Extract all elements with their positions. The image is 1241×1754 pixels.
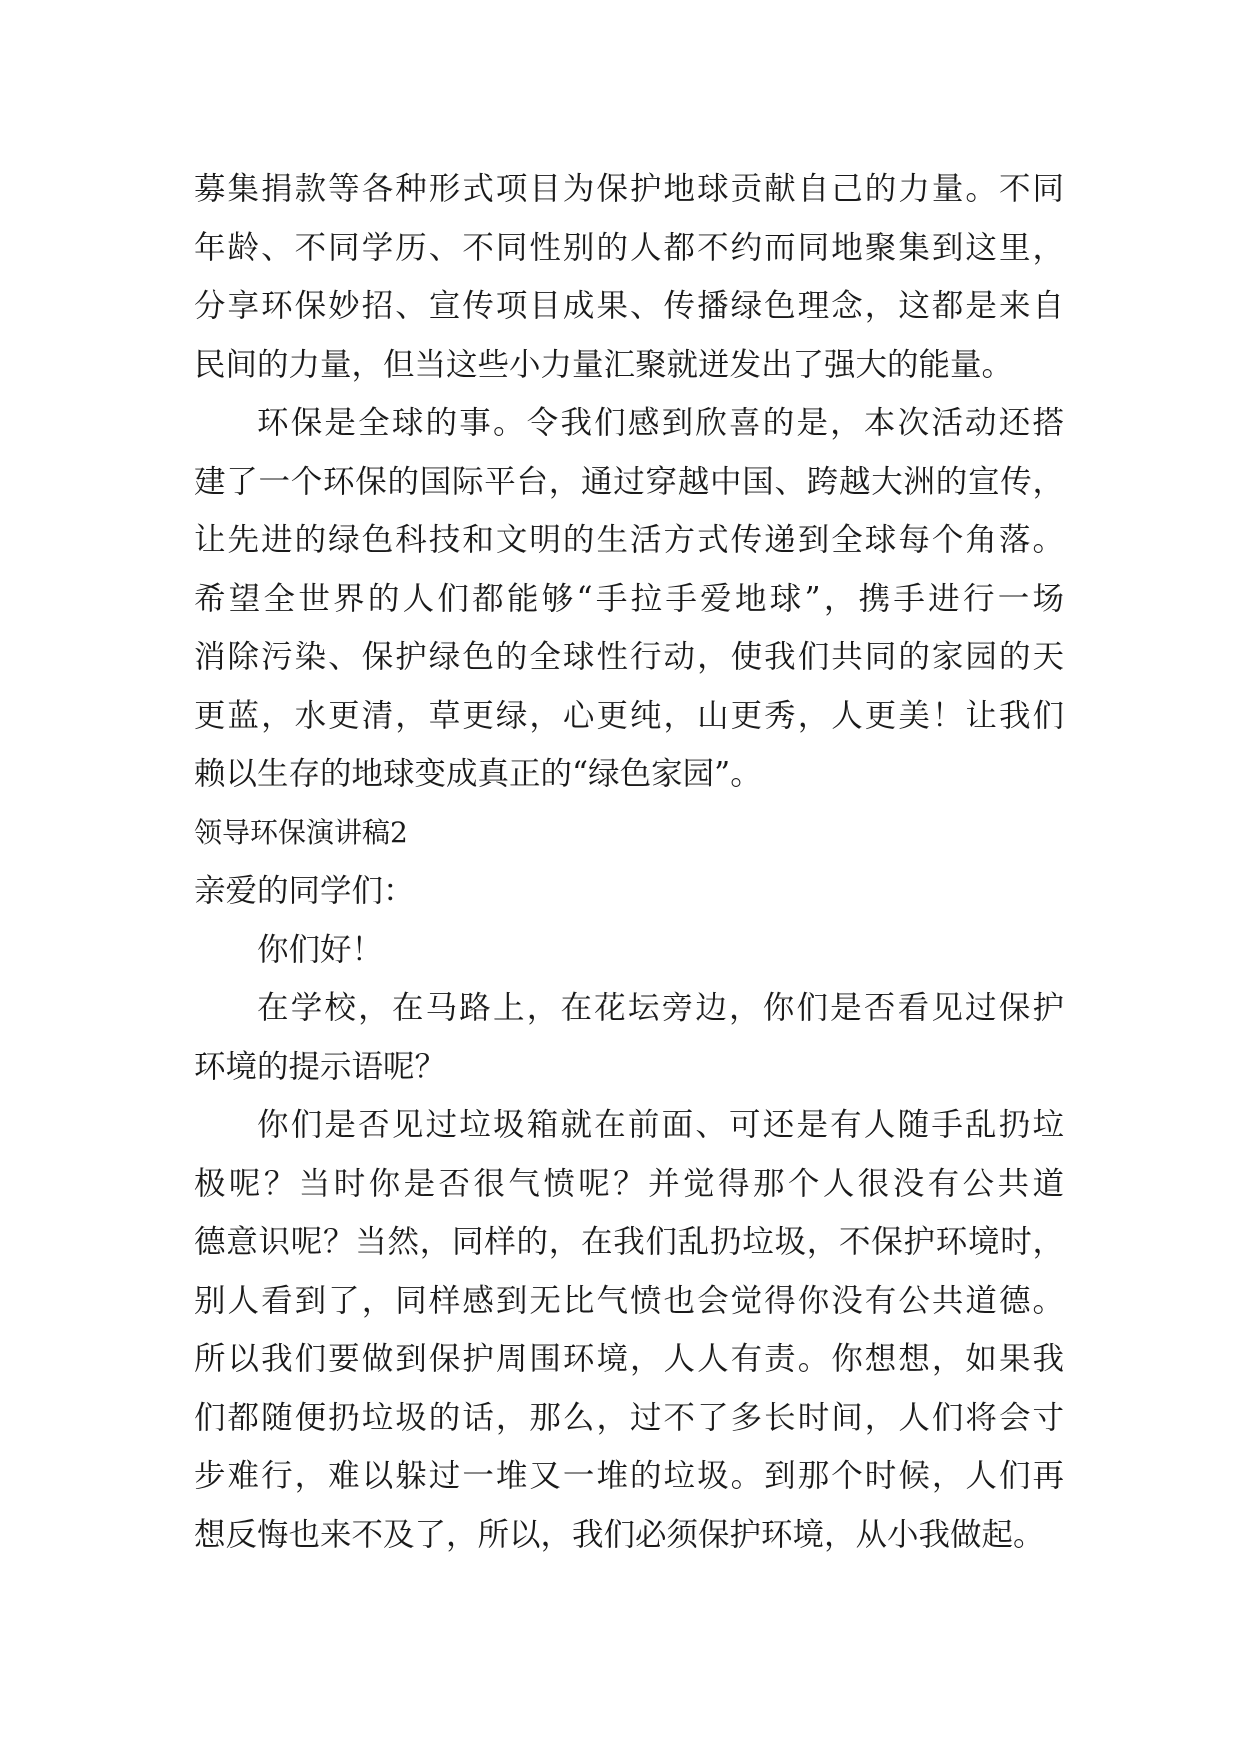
text-line: 希望全世界的人们都能够“手拉手爱地球”，携手进行一场 [194,580,1064,617]
paragraph-p1 [194,160,1064,394]
text-line: 们都随便扔垃圾的话，那么，过不了多长时间，人们将会寸 [194,1399,1064,1436]
document-body [194,160,1064,1564]
paragraph-greeting [194,921,1064,980]
paragraph-p2 [194,394,1064,804]
text-line: 更蓝，水更清，草更绿，心更纯，山更秀，人更美！让我们 [194,697,1064,734]
text-line: 你们是否见过垃圾箱就在前面、可还是有人随手乱扔垃 [257,1107,1064,1143]
text-line: 环保是全球的事。令我们感到欣喜的是，本次活动还搭 [257,405,1064,441]
text-line: 消除污染、保护绿色的全球性行动，使我们共同的家园的天 [194,639,1064,675]
text-line: 德意识呢？当然，同样的，在我们乱扔垃圾，不保护环境时， [194,1224,1064,1260]
text-line: 你们好！ [257,931,384,968]
text-line: 赖以生存的地球变成真正的“绿色家园”。 [194,756,762,792]
text-line: 民间的力量，但当这些小力量汇聚就迸发出了强大的能量。 [194,346,1014,383]
text-line: 年龄、不同学历、不同性别的人都不约而同地聚集到这里， [194,229,1064,266]
text-line: 亲爱的同学们： [194,873,415,909]
text-line: 分享环保妙招、宣传项目成果、传播绿色理念，这都是来自 [194,288,1064,324]
paragraph-salutation [194,862,1064,921]
text-line: 领导环保演讲稿2 [194,815,408,849]
paragraph-heading [194,804,1064,863]
text-line: 建了一个环保的国际平台，通过穿越中国、跨越大洲的宣传， [194,463,1064,500]
text-line: 让先进的绿色科技和文明的生活方式传递到全球每个角落。 [194,522,1064,558]
text-line: 别人看到了，同样感到无比气愤也会觉得你没有公共道德。 [194,1282,1064,1319]
text-line: 极呢？当时你是否很气愤呢？并觉得那个人很没有公共道 [194,1165,1064,1202]
text-line: 环境的提示语呢？ [194,1048,447,1085]
text-line: 所以我们要做到保护周围环境，人人有责。你想想，如果我 [194,1341,1064,1377]
text-line: 募集捐款等各种形式项目为保护地球贡献自己的力量。不同 [194,171,1064,207]
paragraph-p4 [194,1096,1064,1564]
text-line: 在学校，在马路上，在花坛旁边，你们是否看见过保护 [257,990,1064,1026]
paragraph-p3 [194,979,1064,1096]
text-line: 想反悔也来不及了，所以，我们必须保护环境，从小我做起。 [194,1516,1045,1553]
text-line: 步难行，难以躲过一堆又一堆的垃圾。到那个时候，人们再 [194,1458,1064,1494]
